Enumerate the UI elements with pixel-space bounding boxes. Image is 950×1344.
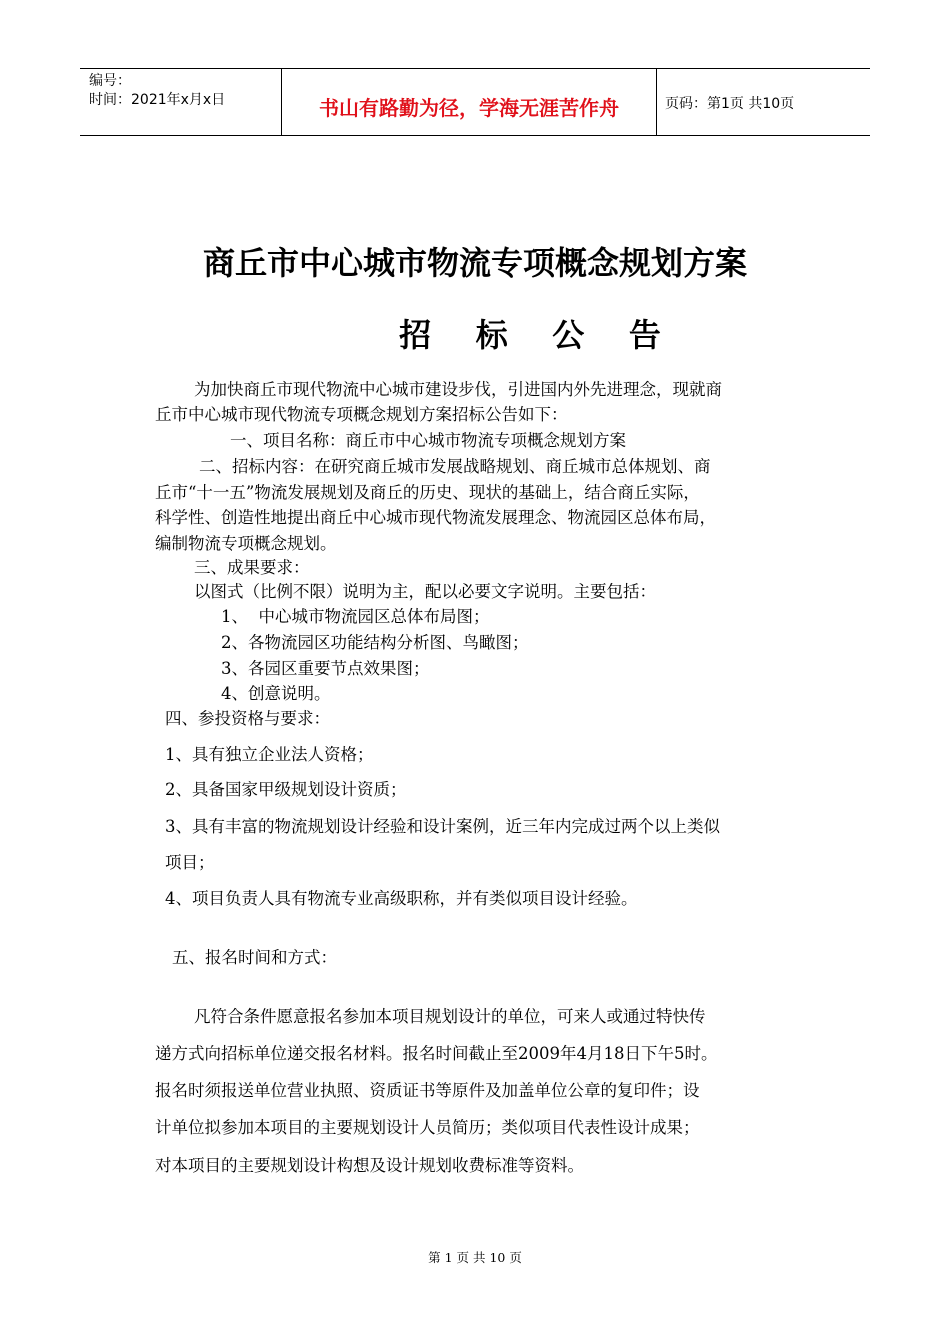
page-footer: 第 1 页 共 10 页 xyxy=(428,1250,522,1265)
body-line: 四、参投资格与要求： xyxy=(165,709,330,728)
body-line: 3、各园区重要节点效果图； xyxy=(221,659,430,678)
header-bottom-rule xyxy=(80,135,870,136)
body-line: 为加快商丘市现代物流中心城市建设步伐，引进国内外先进理念，现就商 xyxy=(194,380,722,399)
body-line: 计单位拟参加本项目的主要规划设计人员简历；类似项目代表性设计成果； xyxy=(155,1118,700,1137)
body-line: 2、各物流园区功能结构分析图、鸟瞰图； xyxy=(221,633,529,652)
body-line: 4、项目负责人具有物流专业高级职称，并有类似项目设计经验。 xyxy=(165,889,638,908)
body-line: 1、 中心城市物流园区总体布局图； xyxy=(221,607,490,626)
body-line: 3、具有丰富的物流规划设计经验和设计案例，近三年内完成过两个以上类似 xyxy=(165,817,720,836)
body-line: 以图式（比例不限）说明为主，配以必要文字说明。主要包括： xyxy=(194,582,656,601)
body-line: 编制物流专项概念规划。 xyxy=(155,534,337,553)
header-top-rule xyxy=(80,68,870,69)
body-line: 1、具有独立企业法人资格； xyxy=(165,745,374,764)
body-line: 丘市中心城市现代物流专项概念规划方案招标公告如下： xyxy=(155,405,568,424)
body-line: 对本项目的主要规划设计构想及设计规划收费标准等资料。 xyxy=(155,1156,584,1175)
body-line: 三、成果要求： xyxy=(194,558,310,577)
header-divider-right xyxy=(656,68,657,136)
body-line: 4、创意说明。 xyxy=(221,684,331,703)
body-line: 项目； xyxy=(165,853,215,872)
document-title: 商丘市中心城市物流专项概念规划方案 xyxy=(202,244,747,282)
document-subtitle: 招 标 公 告 xyxy=(399,316,661,354)
body-line: 递方式向招标单位递交报名材料。报名时间截止至2009年4月18日下午5时。 xyxy=(155,1044,718,1063)
header-motto: 书山有路勤为径，学海无涯苦作舟 xyxy=(319,96,619,120)
body-line: 丘市“十一五”物流发展规划及商丘的历史、现状的基础上，结合商丘实际， xyxy=(155,483,700,502)
header-page-label: 页码：第1页 共10页 xyxy=(665,96,795,112)
header-time-label: 时间：2021年x月x日 xyxy=(89,92,226,108)
body-line: 一、项目名称：商丘市中心城市物流专项概念规划方案 xyxy=(230,431,626,450)
header-number-label: 编号： xyxy=(89,73,131,89)
body-line: 科学性、创造性地提出商丘中心城市现代物流发展理念、物流园区总体布局， xyxy=(155,508,716,527)
body-line: 二、招标内容：在研究商丘城市发展战略规划、商丘城市总体规划、商 xyxy=(199,457,711,476)
body-line: 报名时须报送单位营业执照、资质证书等原件及加盖单位公章的复印件；设 xyxy=(155,1081,700,1100)
body-line: 2、具备国家甲级规划设计资质； xyxy=(165,780,407,799)
body-line: 凡符合条件愿意报名参加本项目规划设计的单位，可来人或通过特快传 xyxy=(194,1007,706,1026)
body-line: 五、报名时间和方式： xyxy=(172,948,337,967)
